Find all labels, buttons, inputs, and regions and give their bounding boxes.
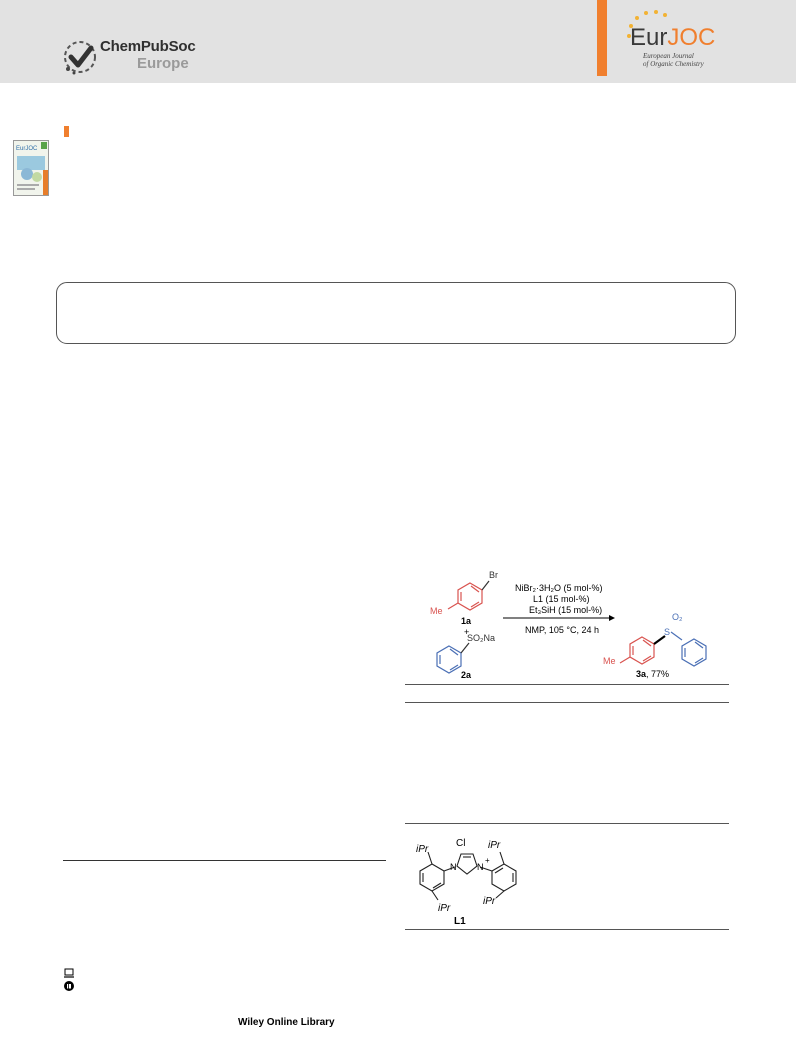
ligand-iPr-bottom-right: iPr <box>483 896 496 907</box>
methyl-label: Me <box>430 606 443 616</box>
journal-accent-bar <box>597 0 607 76</box>
cover-logo-text: EurJOC <box>16 146 38 152</box>
table-bottom-rule <box>405 823 729 824</box>
supporting-info-icon[interactable] <box>64 968 74 978</box>
product-label-yield: 3a, 77% <box>636 669 670 679</box>
compound-1a-label: 1a <box>461 616 472 626</box>
reagent-catalyst: NiBr₂·3H₂O (5 mol-%) <box>515 583 603 593</box>
ligand-L1-structure <box>400 832 540 927</box>
aryl-bromide-1a <box>448 583 482 610</box>
sulfonyl-O2-label: O₂ <box>672 612 683 622</box>
ligand-iPr-bottom-left: iPr <box>438 903 451 914</box>
product-3a-tolyl <box>620 637 654 664</box>
orcid-icon[interactable] <box>64 981 74 991</box>
ligand-bottom-rule <box>405 929 729 930</box>
ligand-counterion: Cl <box>456 838 466 849</box>
product-methyl-label: Me <box>603 656 616 666</box>
chempubsoc-logo-icon <box>62 38 98 76</box>
ligand-iPr-top-right: iPr <box>488 840 501 851</box>
bromo-label: Br <box>489 570 498 580</box>
journal-logo-line1: European Journal <box>643 52 694 60</box>
publisher-region: Europe <box>137 55 189 72</box>
section-marker <box>64 126 69 137</box>
sulfinate-2a <box>437 646 461 673</box>
journal-logo-line2: of Organic Chemistry <box>643 60 704 68</box>
wiley-online-library-footer[interactable]: Wiley Online Library <box>238 1017 335 1028</box>
publisher-name: ChemPubSoc <box>100 38 196 55</box>
journal-logo-wordmark: EurJOC <box>630 24 716 51</box>
ligand-name-label: L1 <box>454 916 466 927</box>
reaction-scheme <box>405 565 730 685</box>
journal-cover-thumbnail[interactable] <box>13 140 49 196</box>
ligand-iPr-top-left: iPr <box>416 844 429 855</box>
plus-sign: + <box>464 627 470 637</box>
product-3a-phenyl <box>682 639 706 666</box>
reagent-silane: Et₃SiH (15 mol-%) <box>529 605 603 615</box>
sulfonyl-S-label: S <box>664 627 671 637</box>
ligand-charge: + <box>485 856 490 865</box>
reaction-conditions: NMP, 105 °C, 24 h <box>525 625 599 635</box>
ligand-N2: N <box>477 862 484 872</box>
reagent-ligand: L1 (15 mol-%) <box>533 594 590 604</box>
compound-2a-label: 2a <box>461 670 472 680</box>
abstract-box <box>56 282 736 344</box>
table-header-rule <box>405 702 729 703</box>
sulfinate-group-label: SO₂Na <box>467 633 496 643</box>
footnote-rule <box>63 860 386 861</box>
ligand-N1: N <box>450 862 457 872</box>
table-top-rule <box>405 684 729 685</box>
